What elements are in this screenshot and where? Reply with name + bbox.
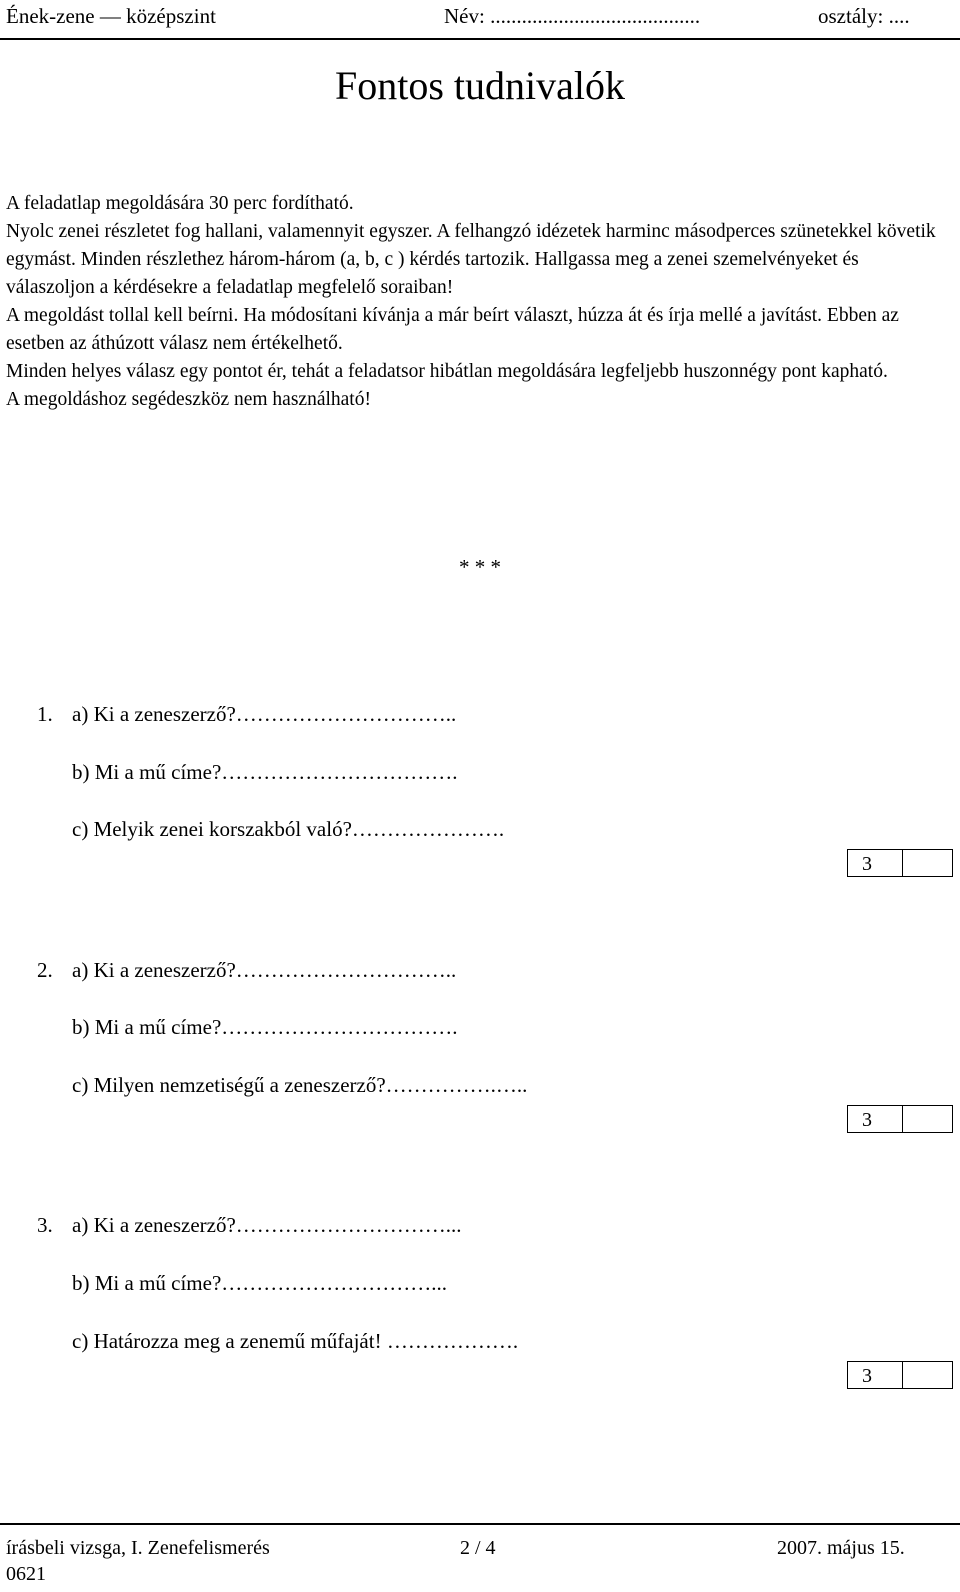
- question-a[interactable]: a) Ki a zeneszerző?…………………………..: [72, 958, 457, 982]
- instruction-listening: Nyolc zenei részletet fog hallani, valamennyit egyszer. A felhangzó idézetek harminc másodperces szünetekkel követik egymást. Minden részlethez három-három (a, b, c ) kérdés tartozik. Hallgassa meg a zenei szemelvényeket és válaszoljon a kérdésekre a feladatlap megfelelő soraiban!: [6, 221, 936, 298]
- header-rule: [0, 38, 960, 40]
- earned-points-cell[interactable]: [903, 850, 952, 876]
- instruction-no-tools: A megoldáshoz segédeszköz nem használható!: [6, 389, 371, 410]
- question-c[interactable]: c) Határozza meg a zenemű műfaját! ……………….: [72, 1329, 519, 1353]
- instruction-time: A feladatlap megoldására 30 perc fordítható.: [6, 193, 354, 214]
- question-a[interactable]: a) Ki a zeneszerző?…………………………...: [72, 1213, 462, 1237]
- score-box: [847, 849, 953, 877]
- question-number: 1.: [37, 702, 53, 726]
- footer-exam-name: írásbeli vizsga, I. Zenefelismerés: [6, 1537, 270, 1559]
- header-class-field: osztály: ....: [818, 4, 910, 28]
- score-box: [847, 1361, 953, 1389]
- question-number: 2.: [37, 958, 53, 982]
- question-b[interactable]: b) Mi a mű címe?…………………………….: [72, 1015, 458, 1039]
- question-number: 3.: [37, 1213, 53, 1237]
- page-title: Fontos tudnivalók: [334, 63, 626, 108]
- score-box: [847, 1105, 953, 1133]
- question-b[interactable]: b) Mi a mű címe?…………………………...: [72, 1271, 448, 1295]
- max-points: 3: [848, 1106, 903, 1132]
- header-exam-level: Ének-zene — középszint: [6, 4, 216, 28]
- footer-rule: [0, 1523, 960, 1525]
- earned-points-cell[interactable]: [903, 1362, 952, 1388]
- section-separator: * * *: [459, 555, 501, 579]
- earned-points-cell[interactable]: [903, 1106, 952, 1132]
- max-points: 3: [848, 1362, 903, 1388]
- instructions: [6, 190, 951, 414]
- question-c[interactable]: c) Milyen nemzetiségű a zeneszerző?…………….…..: [72, 1073, 528, 1097]
- footer-exam-date: 2007. május 15.: [777, 1537, 905, 1559]
- question-b[interactable]: b) Mi a mű címe?…………………………….: [72, 760, 458, 784]
- instruction-pen: A megoldást tollal kell beírni. Ha módosítani kívánja a már beírt választ, húzza át és írja mellé a javítást. Ebben az esetben az áthúzott válasz nem értékelhető.: [6, 305, 899, 354]
- question-c[interactable]: c) Melyik zenei korszakból való?………………….: [72, 817, 505, 841]
- instruction-scoring: Minden helyes válasz egy pontot ér, tehát a feladatsor hibátlan megoldására legfeljebb huszonnégy pont kapható.: [6, 361, 888, 382]
- max-points: 3: [848, 850, 903, 876]
- question-a[interactable]: a) Ki a zeneszerző?…………………………..: [72, 702, 457, 726]
- footer-page-number: 2 / 4: [460, 1537, 496, 1559]
- footer-exam-code: 0621: [6, 1563, 46, 1585]
- header-name-field: Név: ........................................: [444, 4, 701, 28]
